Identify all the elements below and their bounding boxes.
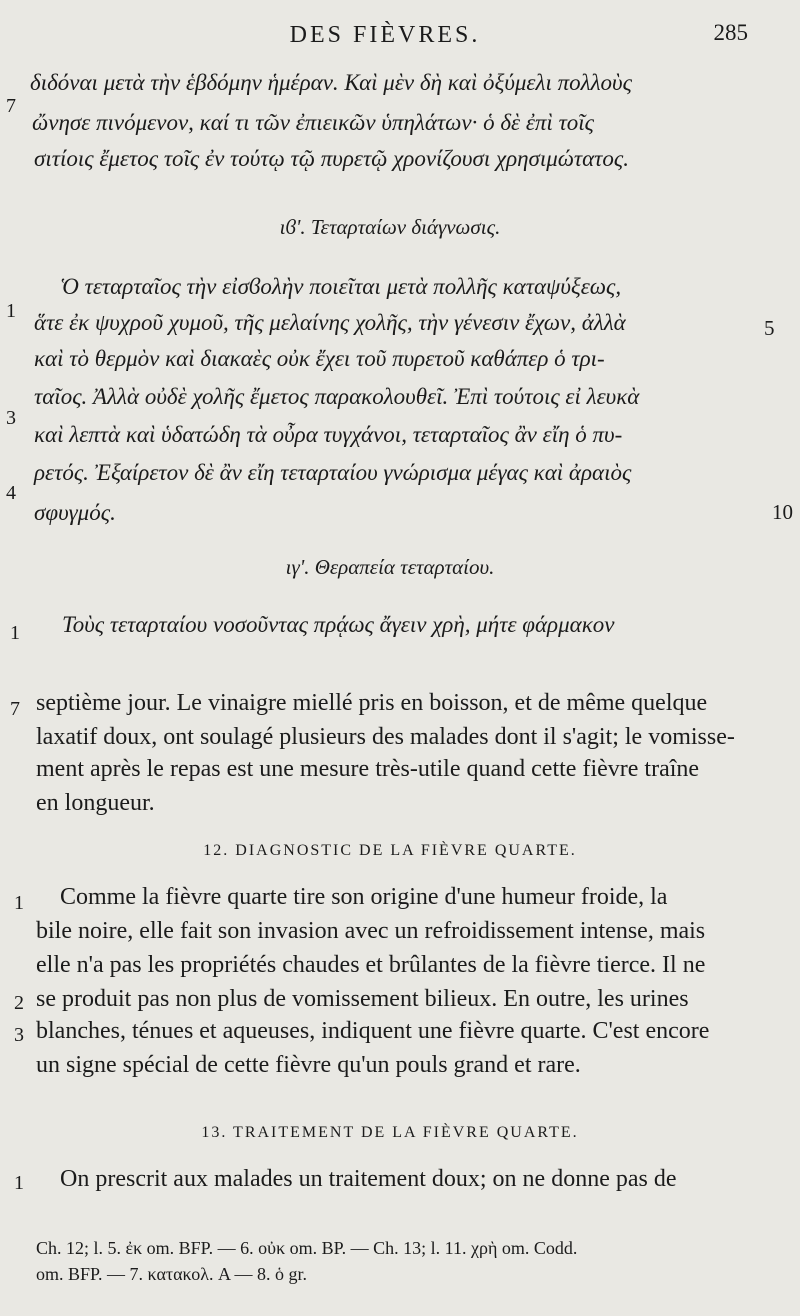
- french-line: un signe spécial de cette fièvre qu'un pouls grand et rare.: [36, 1052, 581, 1078]
- line-number: 1: [14, 892, 24, 914]
- footnote-line: Ch. 12; l. 5. ἐκ om. BFP. — 6. οὐκ om. BP. — Ch. 13; l. 11. χρὴ om. Codd.: [36, 1238, 578, 1258]
- french-line: septième jour. Le vinaigre miellé pris en boisson, et de même quelque: [36, 690, 708, 716]
- french-line: en longueur.: [36, 790, 155, 816]
- greek-line: καὶ τὸ θερμὸν καὶ διακαὲς οὐκ ἔχει τοῦ πυρετοῦ καθάπερ ὁ τρι-: [34, 346, 605, 371]
- line-number: 4: [6, 482, 16, 504]
- greek-section-heading: ιϐʹ. Τεταρταίων διάγνωσις.: [279, 215, 501, 239]
- french-line: laxatif doux, ont soulagé plusieurs des malades dont il s'agit; le vomisse-: [36, 724, 735, 750]
- margin-line-number: 5: [764, 316, 775, 340]
- greek-line: καὶ λεπτὰ καὶ ὑδατώδη τὰ οὖρα τυγχάνοι, τεταρταῖος ἂν εἴη ὁ πυ-: [34, 422, 623, 447]
- page-number: 285: [713, 20, 748, 45]
- french-line: elle n'a pas les propriétés chaudes et brûlantes de la fièvre tierce. Il ne: [36, 952, 706, 978]
- french-line: Comme la fièvre quarte tire son origine d'une humeur froide, la: [60, 884, 668, 910]
- line-number: 7: [6, 95, 16, 117]
- line-number: 1: [14, 1172, 24, 1194]
- line-number: 3: [6, 407, 16, 429]
- french-line: ment après le repas est une mesure très-utile quand cette fièvre traîne: [36, 756, 700, 782]
- line-number: 3: [14, 1024, 24, 1046]
- greek-line: ἅτε ἐκ ψυχροῦ χυμοῦ, τῆς μελαίνης χολῆς, τὴν γένεσιν ἔχων, ἀλλὰ: [34, 310, 626, 335]
- french-section-heading: 13. TRAITEMENT DE LA FIÈVRE QUARTE.: [201, 1124, 579, 1141]
- greek-line: διδόναι μετὰ τὴν ἑβδόμην ἡμέραν. Καὶ μὲν δὴ καὶ ὀξύμελι πολλοὺς: [30, 70, 632, 95]
- line-number: 2: [14, 992, 24, 1014]
- line-number: 1: [10, 622, 20, 644]
- line-number: 1: [6, 300, 16, 322]
- french-line: On prescrit aux malades un traitement doux; on ne donne pas de: [60, 1166, 677, 1192]
- greek-line: ρετός. Ἐξαίρετον δὲ ἂν εἴη τεταρταίου γνώρισμα μέγας καὶ ἀραιὸς: [34, 460, 632, 485]
- running-title: DES FIÈVRES.: [289, 22, 481, 48]
- french-line: blanches, ténues et aqueuses, indiquent une fièvre quarte. C'est encore: [36, 1018, 710, 1044]
- french-line: se produit pas non plus de vomissement bilieux. En outre, les urines: [36, 986, 689, 1012]
- greek-line: ταῖος. Ἀλλὰ οὐδὲ χολῆς ἔμετος παρακολουθεῖ. Ἐπὶ τούτοις εἰ λευκὰ: [34, 384, 640, 409]
- greek-line: σιτίοις ἔμετος τοῖς ἐν τούτῳ τῷ πυρετῷ χρονίζουσι χρησιμώτατος.: [34, 146, 629, 171]
- greek-line: ὤνησε πινόμενον, καί τι τῶν ἐπιεικῶν ὑπηλάτων· ὁ δὲ ἐπὶ τοῖς: [32, 110, 595, 135]
- footnote-line: om. BFP. — 7. κατακολ. A — 8. ὁ gr.: [36, 1264, 307, 1284]
- greek-line: σφυγμός.: [34, 500, 116, 525]
- french-line: bile noire, elle fait son invasion avec un refroidissement intense, mais: [36, 918, 706, 944]
- french-section-heading: 12. DIAGNOSTIC DE LA FIÈVRE QUARTE.: [203, 842, 577, 859]
- greek-line: Τοὺς τεταρταίου νοσοῦντας πρᾴως ἄγειν χρὴ, μήτε φάρμακον: [62, 612, 615, 637]
- greek-section-heading: ιγʹ. Θεραπεία τεταρταίου.: [285, 555, 495, 579]
- margin-line-number: 10: [772, 500, 793, 524]
- greek-line: Ὁ τεταρταῖος τὴν εἰσϐολὴν ποιεῖται μετὰ πολλῆς καταψύξεως,: [60, 274, 622, 299]
- line-number: 7: [10, 698, 20, 720]
